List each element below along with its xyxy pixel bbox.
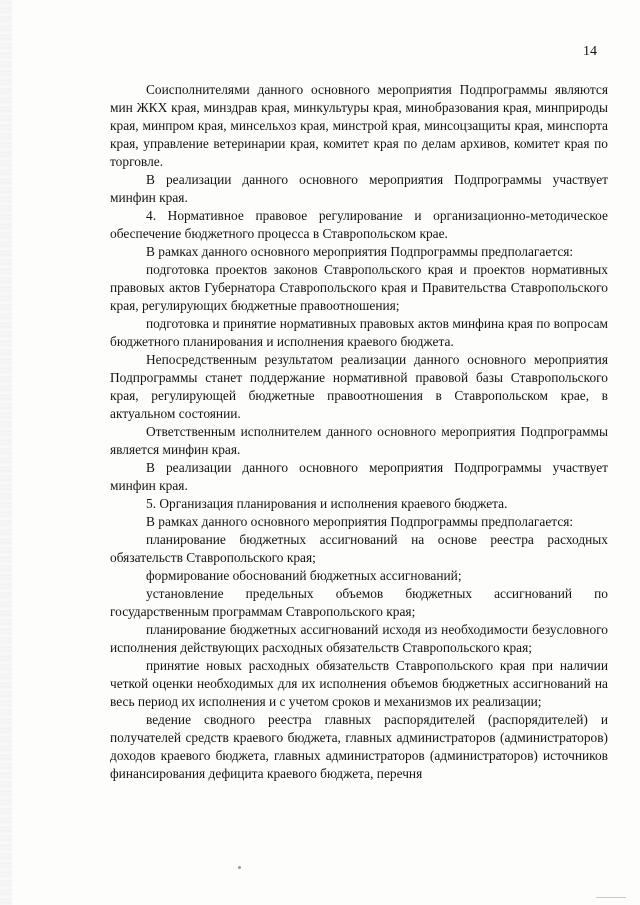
list-item: формирование обоснований бюджетных ассигнований; xyxy=(146,568,462,583)
body-text xyxy=(110,81,608,783)
list-item: установление предельных объемов бюджетных ассигнований по государственным программам Ставропольского края; xyxy=(110,586,608,619)
list-item: ведение сводного реестра главных распорядителей (распорядителей) и получателей средств краевого бюджета, главных администраторов (администраторов) доходов краевого бюджета, главных администраторов (администраторов) источников финансирования дефицита краевого бюджета, перечня xyxy=(110,712,608,781)
list-item: планирование бюджетных ассигнований исходя из необходимости безусловного исполнения действующих расходных обязательств Ставропольского края; xyxy=(110,622,608,655)
paragraph-section-4-heading: 4. Нормативное правовое регулирование и организационно-методическое обеспечение бюджетного процесса в Ставропольском крае. xyxy=(110,208,608,241)
paragraph-participant: В реализации данного основного мероприятия Подпрограммы участвует минфин края. xyxy=(110,172,608,205)
paragraph-responsible: Ответственным исполнителем данного основного мероприятия Подпрограммы является минфин края. xyxy=(110,424,608,457)
list-item: принятие новых расходных обязательств Ставропольского края при наличии четкой оценки необходимых для их исполнения объемов бюджетных ассигнований на весь период их исполнения и с учетом сроков и механизмов их реализации; xyxy=(110,658,608,709)
scan-dot xyxy=(238,866,241,869)
paragraph-participant: В реализации данного основного мероприятия Подпрограммы участвует минфин края. xyxy=(110,460,608,493)
list-item: подготовка проектов законов Ставропольского края и проектов нормативных правовых актов Губернатора Ставропольского края и Правительства Ставропольского края, регулирующих бюджетные правоотношения; xyxy=(110,262,608,313)
page-number: 14 xyxy=(583,44,597,59)
list-item: планирование бюджетных ассигнований на основе реестра расходных обязательств Ставропольского края; xyxy=(110,532,608,565)
paragraph-co-executors: Соисполнителями данного основного мероприятия Подпрограммы являются мин ЖКХ края, минздрав края, минкультуры края, минобразования края, минприроды края, минпром края, минсельхоз края, минстрой края, минсоцзащиты края, минспорта края, управление ветеринарии края, комитет края по делам архивов, комитет края по торговле. xyxy=(110,82,608,169)
scan-edge xyxy=(0,0,12,905)
paragraph-intro: В рамках данного основного мероприятия Подпрограммы предполагается: xyxy=(146,244,574,259)
paragraph-result: Непосредственным результатом реализации данного основного мероприятия Подпрограммы станет поддержание нормативной правовой базы Ставропольского края, регулирующей бюджетные правоотношения в Ставропольском крае, в актуальном состоянии. xyxy=(110,352,608,421)
paragraph-section-5-heading: 5. Организация планирования и исполнения краевого бюджета. xyxy=(146,496,508,511)
list-item: подготовка и принятие нормативных правовых актов минфина края по вопросам бюджетного планирования и исполнения краевого бюджета. xyxy=(110,316,608,349)
paragraph-intro: В рамках данного основного мероприятия Подпрограммы предполагается: xyxy=(146,514,574,529)
scan-mark xyxy=(596,897,626,898)
